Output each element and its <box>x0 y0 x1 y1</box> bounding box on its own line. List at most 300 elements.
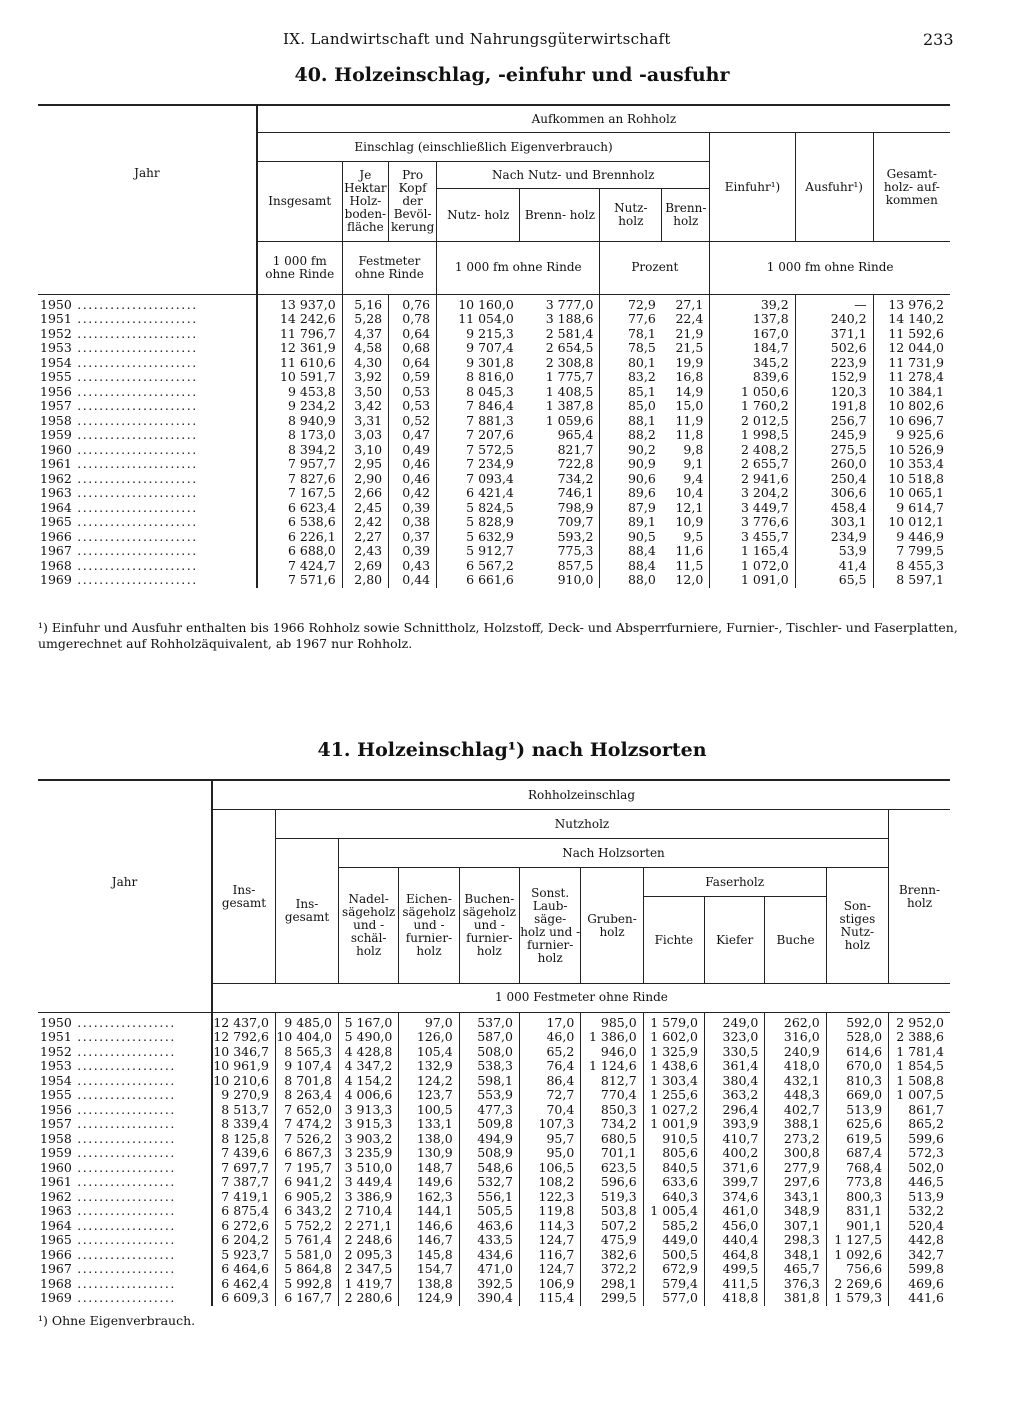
unit-1000fm: 1 000 fm ohne Rinde <box>257 242 342 295</box>
table-row <box>38 1233 950 1248</box>
data-cell: 9 614,7 <box>873 501 950 516</box>
table-41-footnote: ¹) Ohne Eigenverbrauch. <box>38 1313 196 1328</box>
data-cell: 2,69 <box>342 559 388 574</box>
data-cell: 3 777,0 <box>545 296 594 312</box>
data-cell: 296,4 <box>705 1103 765 1118</box>
col-eichen: Eichen- sägeholz und -furnier- holz <box>399 868 459 984</box>
data-cell: 124,7 <box>519 1262 580 1277</box>
data-cell: 598,1 <box>459 1074 519 1089</box>
data-cell: 10 526,9 <box>873 443 950 458</box>
data-cell: 901,1 <box>826 1219 888 1234</box>
year-cell <box>38 1219 212 1234</box>
data-cell: 12,1 <box>675 499 704 515</box>
data-cell: 152,9 <box>795 370 873 385</box>
year-label: 1959 <box>40 427 72 442</box>
year-cell <box>38 1088 212 1103</box>
data-cell: 1 781,4 <box>889 1045 950 1060</box>
data-cell: 432,1 <box>765 1074 826 1089</box>
data-cell: 1 760,2 <box>710 399 795 414</box>
data-cell: 805,6 <box>643 1146 704 1161</box>
year-cell <box>38 1074 212 1089</box>
data-cell: 5 581,0 <box>275 1248 338 1263</box>
data-cell: 1 386,0 <box>581 1030 643 1045</box>
year-label: 1968 <box>40 1275 72 1291</box>
data-cell: 371,1 <box>795 327 873 342</box>
year-label: 1969 <box>40 572 72 587</box>
data-cell: 298,3 <box>765 1233 826 1248</box>
data-cell: 9 446,9 <box>873 530 950 545</box>
data-cell: 9 707,4 <box>437 341 520 356</box>
data-cell: 2,45 <box>342 501 388 516</box>
data-cell: 0,38 <box>389 515 437 530</box>
year-cell <box>38 414 257 429</box>
table-row <box>38 1045 950 1060</box>
data-cell: 138,8 <box>399 1277 459 1292</box>
data-cell: 1 005,4 <box>643 1204 704 1219</box>
table-row <box>38 1117 950 1132</box>
data-cell: 343,1 <box>765 1190 826 1205</box>
data-cell: 773,8 <box>826 1175 888 1190</box>
data-cell: 6 867,3 <box>275 1146 338 1161</box>
year-label: 1964 <box>40 499 72 515</box>
page-header <box>0 30 1024 54</box>
year-label: 1966 <box>40 1246 72 1262</box>
data-cell: 440,4 <box>705 1233 765 1248</box>
data-cell: 477,3 <box>459 1103 519 1118</box>
data-cell: 1 438,6 <box>643 1059 704 1074</box>
data-cell: 633,6 <box>643 1175 704 1190</box>
data-cell: 10 012,1 <box>873 515 950 530</box>
data-cell: 240,2 <box>795 312 873 327</box>
data-cell: 95,0 <box>519 1146 580 1161</box>
data-cell: 0,46 <box>389 472 437 487</box>
data-cell: 76,4 <box>519 1059 580 1074</box>
leader-dots: ...................... <box>71 514 198 529</box>
data-cell: 625,6 <box>826 1117 888 1132</box>
data-cell: 6 567,2 <box>437 559 520 574</box>
leader-dots: .................. <box>71 1275 176 1291</box>
data-cell: 1 072,0 <box>710 559 795 574</box>
data-cell: 3,42 <box>342 399 388 414</box>
data-cell: 839,6 <box>710 370 795 385</box>
data-cell: 4 428,8 <box>339 1045 399 1060</box>
data-cell: 191,8 <box>795 399 873 414</box>
data-cell: 298,1 <box>581 1277 643 1292</box>
data-cell: 0,49 <box>389 443 437 458</box>
data-cell: 599,6 <box>889 1132 950 1147</box>
data-cell: 21,5 <box>675 340 704 355</box>
data-cell: 14 242,6 <box>257 312 342 327</box>
data-cell: 382,6 <box>581 1248 643 1263</box>
year-cell <box>38 1016 212 1031</box>
data-cell: 2 308,8 <box>545 354 594 370</box>
data-cell: 0,68 <box>389 341 437 356</box>
data-cell: 144,1 <box>399 1204 459 1219</box>
col-nutzholz: Nutz- holz <box>437 189 520 242</box>
year-cell <box>38 1161 212 1176</box>
data-cell: 1 007,5 <box>889 1088 950 1103</box>
data-cell: 3,92 <box>342 370 388 385</box>
data-cell: 6 343,2 <box>275 1204 338 1219</box>
table-40 <box>38 104 950 588</box>
data-cell: 10,9 <box>675 514 704 529</box>
data-cell: 22,4 <box>675 311 704 326</box>
data-cell: 105,4 <box>399 1045 459 1060</box>
data-cell: 7 207,6 <box>437 428 520 443</box>
year-label: 1965 <box>40 514 72 529</box>
col-sonst-laub: Sonst. Laub- säge- holz und -furnier- holz <box>519 868 580 984</box>
data-cell: 5 490,0 <box>339 1030 399 1045</box>
data-cell: 88,1 <box>600 414 662 429</box>
table-41 <box>38 779 950 1306</box>
data-cell: 5 912,7 <box>437 544 520 559</box>
data-cell: 6 609,3 <box>212 1291 276 1306</box>
data-cell: 10 802,6 <box>873 399 950 414</box>
leader-dots: ...................... <box>71 456 198 471</box>
data-cell: 80,1 <box>600 356 662 371</box>
data-cell: 9,4 <box>683 470 704 486</box>
data-cell: 376,3 <box>765 1277 826 1292</box>
leader-dots: .................. <box>71 1101 176 1117</box>
data-cell: 6 905,2 <box>275 1190 338 1205</box>
leader-dots: .................. <box>71 1174 176 1189</box>
data-cell: 3 455,7 <box>710 530 795 545</box>
table-row <box>38 414 950 429</box>
data-cell: 11,8 <box>675 427 704 442</box>
data-cell: 11,9 <box>675 412 704 428</box>
data-cell: 850,3 <box>581 1103 643 1118</box>
data-cell: 381,8 <box>765 1291 826 1306</box>
data-cell: 10 160,0 <box>437 298 520 313</box>
year-label: 1968 <box>40 557 72 573</box>
data-cell: 0,39 <box>389 501 437 516</box>
data-cell: 577,0 <box>643 1291 704 1306</box>
data-cell: 39,2 <box>710 298 795 313</box>
data-cell: 5,16 <box>342 298 388 313</box>
year-label: 1961 <box>40 456 72 471</box>
table-row <box>38 370 950 385</box>
leader-dots: .................. <box>71 1217 176 1233</box>
year-label: 1964 <box>40 1217 72 1233</box>
data-cell: 13 937,0 <box>257 298 342 313</box>
data-cell: 78,5 <box>600 341 662 356</box>
data-cell: 10 353,4 <box>873 457 950 472</box>
data-cell: 4,30 <box>342 356 388 371</box>
data-cell: 126,0 <box>399 1030 459 1045</box>
data-cell: 680,5 <box>581 1132 643 1147</box>
data-cell: 85,0 <box>600 399 662 414</box>
data-cell: 392,5 <box>459 1277 519 1292</box>
year-label: 1963 <box>40 485 72 500</box>
data-cell: 619,5 <box>826 1132 888 1147</box>
data-cell: 7 827,6 <box>257 472 342 487</box>
data-cell: 7 387,7 <box>212 1175 276 1190</box>
table-row <box>38 356 950 371</box>
year-label: 1955 <box>40 1087 72 1102</box>
data-cell: 672,9 <box>643 1262 704 1277</box>
data-cell: 508,0 <box>459 1045 519 1060</box>
data-cell: 456,0 <box>705 1219 765 1234</box>
table-row <box>38 573 950 588</box>
year-label: 1960 <box>40 441 72 457</box>
data-cell: 16,8 <box>675 369 704 384</box>
table-40-footnote: ¹) Einfuhr und Ausfuhr enthalten bis 1966 Rohholz sowie Schnittholz, Holzstoff, Deck- und Absperrfurniere, Furnier-, Tischler- und Faserplatten, umgerechnet auf Rohholzäquivalent, ab 1967 nur Rohholz. <box>38 620 958 651</box>
data-cell: 8 597,1 <box>873 573 950 588</box>
data-cell: 83,2 <box>600 370 662 385</box>
data-cell: 380,4 <box>705 1074 765 1089</box>
year-cell <box>38 515 257 530</box>
data-cell: 316,0 <box>765 1030 826 1045</box>
data-cell: 388,1 <box>765 1117 826 1132</box>
year-cell <box>38 1262 212 1277</box>
year-cell <box>38 1233 212 1248</box>
data-cell: 2,66 <box>342 486 388 501</box>
year-cell <box>38 1117 212 1132</box>
data-cell: 11,6 <box>675 543 704 558</box>
data-cell: 509,8 <box>459 1117 519 1132</box>
year-cell <box>38 486 257 501</box>
leader-dots: ...................... <box>71 325 198 341</box>
data-cell: 768,4 <box>826 1161 888 1176</box>
data-cell: 1 579,3 <box>826 1291 888 1306</box>
data-cell: 11,5 <box>675 557 704 573</box>
data-cell: 323,0 <box>705 1030 765 1045</box>
data-cell: 3 903,2 <box>339 1132 399 1147</box>
data-cell: 9 270,9 <box>212 1088 276 1103</box>
data-cell: 7 234,9 <box>437 457 520 472</box>
table-row <box>38 501 950 516</box>
data-cell: 8 339,4 <box>212 1117 276 1132</box>
data-cell: 433,5 <box>459 1233 519 1248</box>
data-cell: 3,50 <box>342 385 388 400</box>
data-cell: 469,6 <box>889 1277 950 1292</box>
data-cell: 0,42 <box>389 486 437 501</box>
data-cell: 734,2 <box>557 470 594 486</box>
data-cell: 86,4 <box>519 1074 580 1089</box>
data-cell: 513,9 <box>889 1190 950 1205</box>
data-cell: 162,3 <box>399 1190 459 1205</box>
data-cell: 120,3 <box>795 385 873 400</box>
data-cell: 2,80 <box>342 573 388 588</box>
data-cell: 10 346,7 <box>212 1045 276 1060</box>
table-41-body <box>38 1016 950 1306</box>
data-cell: 130,9 <box>399 1146 459 1161</box>
table-row <box>38 1190 950 1205</box>
data-cell: 857,5 <box>557 557 594 573</box>
data-cell: 0,59 <box>389 370 437 385</box>
table-row <box>38 1103 950 1118</box>
year-cell <box>38 1045 212 1060</box>
data-cell: 410,7 <box>705 1132 765 1147</box>
leader-dots: .................. <box>71 1116 176 1131</box>
data-cell: 115,4 <box>519 1291 580 1306</box>
data-cell: 8 940,9 <box>257 414 342 429</box>
data-cell: 7 652,0 <box>275 1103 338 1118</box>
data-cell: 3,31 <box>342 414 388 429</box>
year-label: 1953 <box>40 340 72 355</box>
data-cell: 6 538,6 <box>257 515 342 530</box>
data-cell: 3 449,7 <box>710 501 795 516</box>
data-cell: 0,53 <box>389 399 437 414</box>
data-cell: 306,6 <box>795 486 873 501</box>
data-cell: 6 421,4 <box>437 486 520 501</box>
year-label: 1954 <box>40 354 72 370</box>
data-cell: 7 846,4 <box>437 399 520 414</box>
leader-dots: ...................... <box>71 412 198 428</box>
data-cell: 393,9 <box>705 1117 765 1132</box>
data-cell: 297,6 <box>765 1175 826 1190</box>
leader-dots: ...................... <box>71 499 198 515</box>
data-cell: 1 998,5 <box>710 428 795 443</box>
data-cell: 361,4 <box>705 1059 765 1074</box>
leader-dots: .................. <box>71 1188 176 1204</box>
data-cell: 0,39 <box>389 544 437 559</box>
leader-dots: ...................... <box>71 485 198 500</box>
year-label: 1951 <box>40 1029 72 1044</box>
data-cell: 374,6 <box>705 1190 765 1205</box>
unit-1000fm-nutz: 1 000 fm ohne Rinde <box>437 242 600 295</box>
data-cell: 90,6 <box>600 472 662 487</box>
data-cell: 623,5 <box>581 1161 643 1176</box>
data-cell: 6 623,4 <box>257 501 342 516</box>
data-cell: 240,9 <box>765 1045 826 1060</box>
data-cell: 7 093,4 <box>437 472 520 487</box>
data-cell: 77,6 <box>600 312 662 327</box>
data-cell: 97,0 <box>399 1016 459 1031</box>
data-cell: 821,7 <box>557 441 594 457</box>
leader-dots: ...................... <box>71 398 198 413</box>
data-cell: 9 215,3 <box>437 327 520 342</box>
data-cell: 90,9 <box>600 457 662 472</box>
data-cell: 6 204,2 <box>212 1233 276 1248</box>
data-cell: 12 361,9 <box>257 341 342 356</box>
data-cell: 148,7 <box>399 1161 459 1176</box>
year-label: 1967 <box>40 543 72 558</box>
unit-festmeter: Festmeter ohne Rinde <box>342 242 436 295</box>
data-cell: 0,53 <box>389 385 437 400</box>
data-cell: 78,1 <box>600 327 662 342</box>
data-cell: 4 154,2 <box>339 1074 399 1089</box>
table-row <box>38 1277 950 1292</box>
data-cell: 7 571,6 <box>257 573 342 588</box>
year-cell <box>38 356 257 371</box>
data-cell: 88,0 <box>600 573 662 588</box>
unit-1000fm-trade: 1 000 fm ohne Rinde <box>710 242 950 295</box>
leader-dots: ...................... <box>71 369 198 384</box>
table-40-body <box>38 298 950 588</box>
data-cell: 11 796,7 <box>257 327 342 342</box>
leader-dots: ...................... <box>71 470 198 486</box>
year-cell <box>38 399 257 414</box>
data-cell: 8 701,8 <box>275 1074 338 1089</box>
leader-dots: .................. <box>71 1014 176 1030</box>
data-cell: 7 572,5 <box>437 443 520 458</box>
data-cell: 2,43 <box>342 544 388 559</box>
col-insgesamt-41: Ins- gesamt <box>212 810 276 984</box>
data-cell: 1 602,0 <box>643 1030 704 1045</box>
data-cell: 8 045,3 <box>437 385 520 400</box>
data-cell: 449,0 <box>643 1233 704 1248</box>
data-cell: 1 325,9 <box>643 1045 704 1060</box>
data-cell: 345,2 <box>710 356 795 371</box>
data-cell: 596,6 <box>581 1175 643 1190</box>
year-cell <box>38 457 257 472</box>
data-cell: 390,4 <box>459 1291 519 1306</box>
year-cell <box>38 530 257 545</box>
data-cell: 7 167,5 <box>257 486 342 501</box>
header-nach-holzsorten: Nach Holzsorten <box>339 839 889 868</box>
year-cell <box>38 573 257 588</box>
year-label: 1967 <box>40 1261 72 1276</box>
table-row <box>38 298 950 313</box>
data-cell: 300,8 <box>765 1146 826 1161</box>
year-cell <box>38 298 257 313</box>
data-cell: 812,7 <box>581 1074 643 1089</box>
data-cell: 275,5 <box>795 443 873 458</box>
table-row <box>38 1030 950 1045</box>
table-row <box>38 1262 950 1277</box>
data-cell: 6 226,1 <box>257 530 342 545</box>
data-cell: 262,0 <box>765 1016 826 1031</box>
data-cell: 9,5 <box>683 528 704 544</box>
data-cell: 7 195,7 <box>275 1161 338 1176</box>
data-cell: 910,5 <box>643 1132 704 1147</box>
data-cell: 122,3 <box>519 1190 580 1205</box>
data-cell: 3 449,4 <box>339 1175 399 1190</box>
data-cell: 2 271,1 <box>339 1219 399 1234</box>
table-row <box>38 530 950 545</box>
leader-dots: .................. <box>71 1130 176 1146</box>
data-cell: 2 941,6 <box>710 472 795 487</box>
data-cell: 475,9 <box>581 1233 643 1248</box>
data-cell: 348,9 <box>765 1204 826 1219</box>
data-cell: 0,47 <box>389 428 437 443</box>
data-cell: 1 854,5 <box>889 1059 950 1074</box>
leader-dots: .................. <box>71 1058 176 1073</box>
data-cell: 2 581,4 <box>545 325 594 341</box>
data-cell: 463,6 <box>459 1219 519 1234</box>
table-row <box>38 341 950 356</box>
data-cell: 0,52 <box>389 414 437 429</box>
data-cell: 442,8 <box>889 1233 950 1248</box>
data-cell: 260,0 <box>795 457 873 472</box>
data-cell: 5 752,2 <box>275 1219 338 1234</box>
table-40-title: 40. Holzeinschlag, -einfuhr und -ausfuhr <box>294 64 730 86</box>
data-cell: 90,2 <box>600 443 662 458</box>
data-cell: 3 510,0 <box>339 1161 399 1176</box>
data-cell: 2 655,7 <box>710 457 795 472</box>
year-label: 1969 <box>40 1290 72 1305</box>
col-nutzholz-pct: Nutz- holz <box>600 189 662 242</box>
data-cell: 9 301,8 <box>437 356 520 371</box>
table-row <box>38 327 950 342</box>
data-cell: 2,95 <box>342 457 388 472</box>
header-nach-nutz: Nach Nutz- und Brennholz <box>437 162 710 189</box>
data-cell: 65,5 <box>795 573 873 588</box>
data-cell: 861,7 <box>889 1103 950 1118</box>
page-number: 233 <box>923 30 954 49</box>
data-cell: 108,2 <box>519 1175 580 1190</box>
table-row <box>38 443 950 458</box>
data-cell: 687,4 <box>826 1146 888 1161</box>
year-label: 1956 <box>40 383 72 399</box>
section-header: IX. Landwirtschaft und Nahrungsgüterwirtschaft <box>283 30 671 48</box>
data-cell: 124,9 <box>399 1291 459 1306</box>
data-cell: 1 124,6 <box>581 1059 643 1074</box>
data-cell: 114,3 <box>519 1219 580 1234</box>
leader-dots: ...................... <box>71 296 198 312</box>
data-cell: 138,0 <box>399 1132 459 1147</box>
